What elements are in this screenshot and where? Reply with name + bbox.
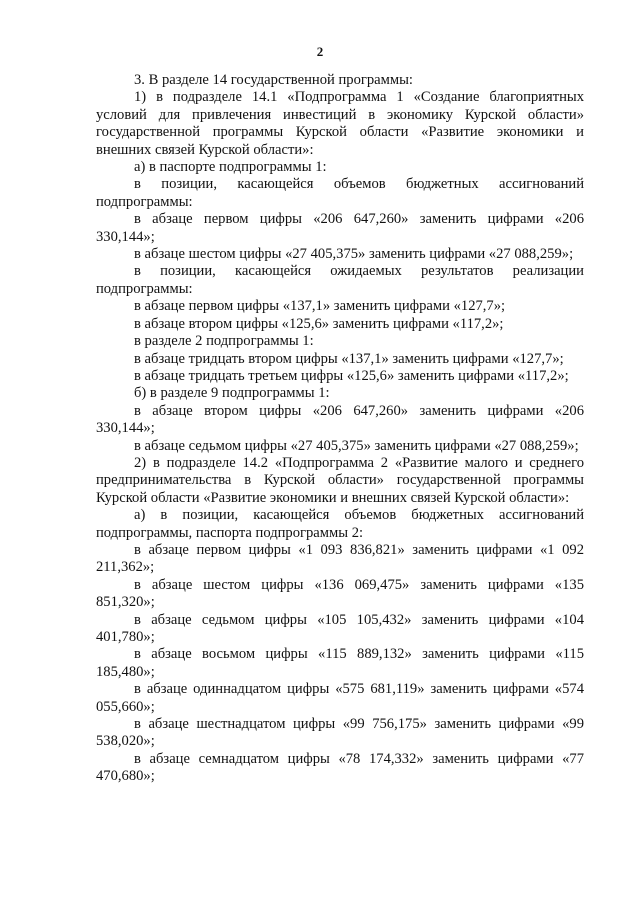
paragraph: б) в разделе 9 подпрограммы 1: <box>134 385 330 402</box>
paragraph: а) в позиции, касающейся объемов бюджетных ассигнований подпрограммы, паспорта подпрограммы 2: <box>96 507 584 541</box>
paragraph: в абзаце тридцать третьем цифры «125,6» заменить цифрами «117,2»; <box>134 367 569 384</box>
page-number: 2 <box>316 44 324 59</box>
paragraph: 2) в подразделе 14.2 «Подпрограмма 2 «Развитие малого и среднего предпринимательства в Курской области» государственной программы Курской области «Развитие экономики и внешних связей Курской области»: <box>96 454 584 506</box>
paragraph: в абзаце первом цифры «206 647,260» заменить цифрами «206 330,144»; <box>96 211 584 245</box>
paragraph: а) в паспорте подпрограммы 1: <box>134 159 327 176</box>
paragraph: в абзаце шестом цифры «136 069,475» заменить цифрами «135 851,320»; <box>96 576 584 611</box>
paragraph: в позиции, касающейся ожидаемых результатов реализации подпрограммы: <box>96 263 584 297</box>
paragraph: в позиции, касающейся объемов бюджетных ассигнований подпрограммы: <box>96 176 584 210</box>
document-body <box>96 72 584 786</box>
section-heading: 3. В разделе 14 государственной программы: <box>134 72 413 88</box>
paragraph: в абзаце шестом цифры «27 405,375» заменить цифрами «27 088,259»; <box>134 246 574 263</box>
paragraph: в абзаце семнадцатом цифры «78 174,332» заменить цифрами «77 470,680»; <box>96 750 584 785</box>
paragraph: в абзаце седьмом цифры «27 405,375» заменить цифрами «27 088,259»; <box>134 437 579 454</box>
paragraph: в абзаце первом цифры «137,1» заменить цифрами «127,7»; <box>134 298 506 315</box>
paragraph: 1) в подразделе 14.1 «Подпрограмма 1 «Создание благоприятных условий для привлечения инвестиций в экономику Курской области» государственной программы Курской области «Развитие экономики и внешних связей Курской области»: <box>96 89 584 158</box>
paragraph: в абзаце втором цифры «125,6» заменить цифрами «117,2»; <box>134 315 504 332</box>
paragraph: в абзаце первом цифры «1 093 836,821» заменить цифрами «1 092 211,362»; <box>96 541 584 576</box>
paragraph: в абзаце восьмом цифры «115 889,132» заменить цифрами «115 185,480»; <box>96 646 584 680</box>
paragraph: в разделе 2 подпрограммы 1: <box>134 333 314 350</box>
paragraph: в абзаце седьмом цифры «105 105,432» заменить цифрами «104 401,780»; <box>96 611 584 645</box>
paragraph: в абзаце тридцать втором цифры «137,1» заменить цифрами «127,7»; <box>134 350 564 367</box>
paragraph: в абзаце одиннадцатом цифры «575 681,119» заменить цифрами «574 055,660»; <box>96 681 584 715</box>
paragraph: в абзаце втором цифры «206 647,260» заменить цифрами «206 330,144»; <box>96 402 584 437</box>
paragraph: в абзаце шестнадцатом цифры «99 756,175» заменить цифрами «99 538,020»; <box>96 716 584 750</box>
